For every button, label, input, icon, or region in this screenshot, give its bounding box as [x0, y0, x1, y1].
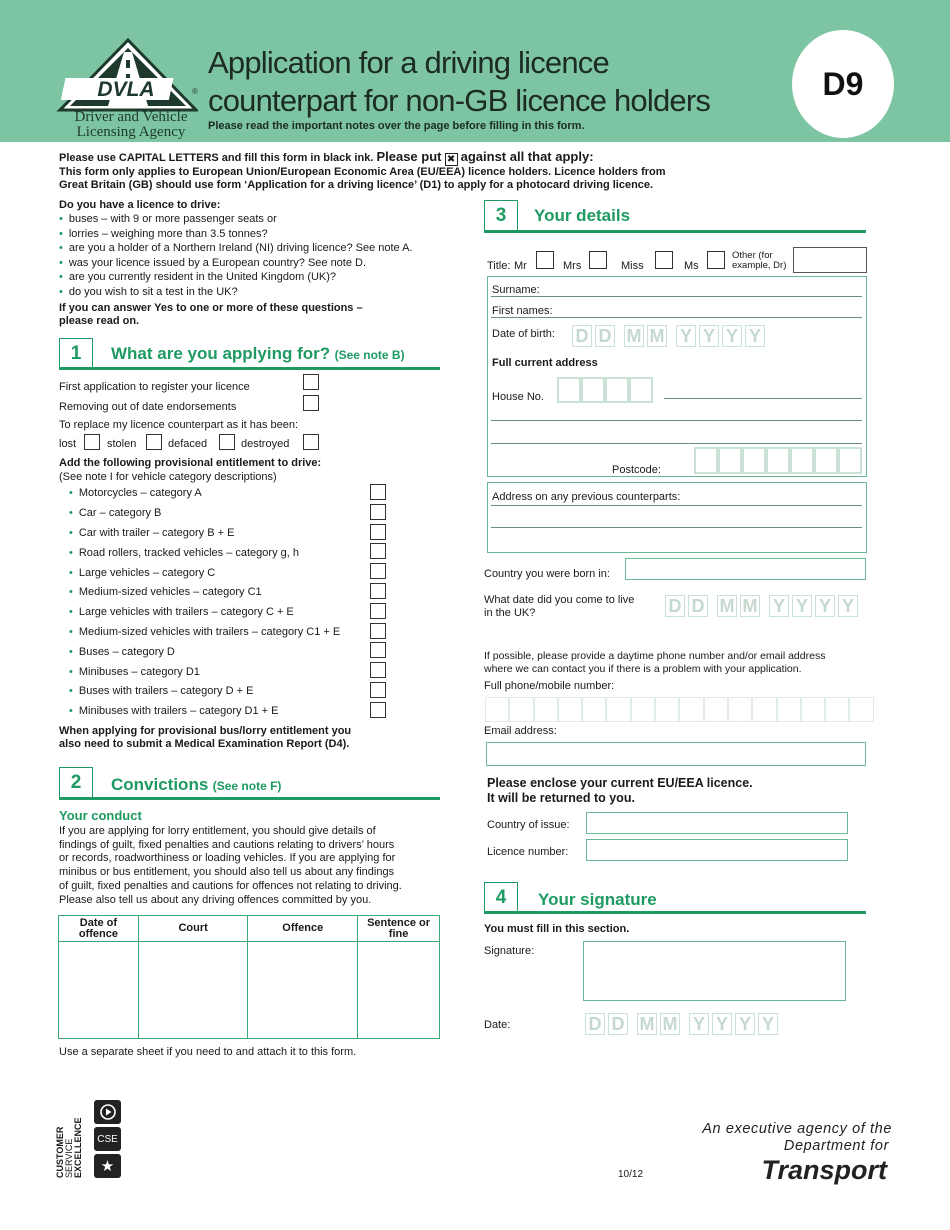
list-item: [69, 583, 389, 603]
section-2-number: 2: [59, 767, 93, 797]
dft-line: An executive agency of the: [702, 1121, 892, 1137]
conduct-body: [59, 825, 449, 907]
list-item: [69, 662, 389, 682]
column-header: Court: [138, 916, 248, 942]
category-label: • Large vehicles with trailers – category C + E: [78, 606, 294, 619]
cse-line: EXCELLENCE: [73, 1117, 83, 1178]
char-box: [742, 447, 766, 474]
agency-name: [56, 110, 206, 140]
title-mr-checkbox[interactable]: [536, 251, 554, 269]
list-item: [69, 682, 389, 702]
section-4-title: Your signature: [538, 890, 657, 909]
list-item: • do you wish to sit a test in the UK?: [59, 285, 459, 300]
date-digit: Y: [722, 325, 742, 347]
category-label: • Large vehicles – category C: [78, 566, 216, 579]
category-checkbox[interactable]: [370, 662, 386, 678]
medical-note: When applying for provisional bus/lorry entitlement you: [59, 725, 352, 737]
intro-line: Great Britain (GB) should use form ‘Application for a driving licence’ (D1) to apply for a photocard driving licence.: [59, 179, 654, 191]
category-list: [69, 484, 389, 722]
conduct-line: or records, roadworthiness or loading vehicles. If you are applying for: [59, 852, 396, 865]
date-digit: M: [647, 325, 667, 347]
surname-label: Surname:: [492, 284, 540, 296]
form-code-badge: D9: [792, 30, 894, 138]
address-line-2[interactable]: [491, 420, 862, 421]
category-label: • Medium-sized vehicles – category C1: [78, 586, 262, 599]
char-box: [509, 697, 533, 722]
category-checkbox[interactable]: [370, 583, 386, 599]
date-digit: D: [688, 595, 708, 617]
conduct-heading: Your conduct: [59, 808, 142, 823]
provisional-note: (See note I for vehicle category descriptions): [59, 471, 277, 483]
title-line: counterpart for non-GB licence holders: [208, 83, 711, 118]
provisional-label: Add the following provisional entitlement to drive:: [59, 457, 322, 469]
agency-line: Driver and Vehicle: [74, 109, 188, 125]
licence-number-input[interactable]: [586, 839, 848, 861]
section-2-rule: [59, 797, 440, 800]
category-label: • Motorcycles – category A: [78, 487, 202, 500]
char-box: [558, 697, 582, 722]
date-digit: M: [660, 1013, 680, 1035]
char-box: [728, 697, 752, 722]
address-heading: Full current address: [492, 357, 598, 369]
section-4-rule: [484, 911, 866, 914]
char-box: [849, 697, 873, 722]
date-digit: Y: [769, 595, 789, 617]
title-line: Application for a driving licence: [208, 45, 609, 80]
column-header: Date of offence: [59, 916, 139, 942]
list-item: [69, 702, 389, 722]
enclose-line: Please enclose your current EU/EEA licence.: [487, 776, 753, 790]
date-digit: Y: [699, 325, 719, 347]
stolen-label: stolen: [107, 438, 137, 450]
contact-note: [484, 650, 825, 676]
logo-wordmark: DVLA: [97, 78, 155, 101]
house-no-label: House No.: [492, 391, 544, 403]
category-label: • Minibuses with trailers – category D1 + E: [78, 705, 279, 718]
char-box: [655, 697, 679, 722]
char-box: [605, 377, 629, 403]
list-item: • buses – with 9 or more passenger seats or: [59, 212, 459, 227]
phone-label: Full phone/mobile number:: [484, 680, 615, 692]
destroyed-label: destroyed: [241, 438, 290, 450]
category-label: • Buses with trailers – category D + E: [78, 685, 254, 698]
char-box: [766, 447, 790, 474]
list-item: [69, 642, 389, 662]
cse-line: CUSTOMER: [55, 1126, 65, 1178]
date-digit: Y: [758, 1013, 778, 1035]
cse-line: SERVICE: [64, 1138, 74, 1178]
destroyed-checkbox[interactable]: [303, 434, 319, 450]
dob-label: Date of birth:: [492, 328, 555, 340]
svg-text:®: ®: [192, 87, 198, 96]
licence-number-label: Licence number:: [487, 846, 569, 858]
title-mrs-checkbox[interactable]: [589, 251, 607, 269]
date-came-label: What date did you come to live: [484, 594, 635, 606]
address-line-3[interactable]: [491, 443, 862, 444]
column-header: Sentence or fine: [358, 916, 440, 942]
previous-address-line-2[interactable]: [491, 527, 862, 528]
date-came-input[interactable]: [665, 595, 858, 617]
list-item: [69, 623, 389, 643]
title-other-input[interactable]: [793, 247, 867, 273]
category-checkbox[interactable]: [370, 642, 386, 658]
cse-play-icon: [94, 1100, 121, 1124]
category-checkbox[interactable]: [370, 524, 386, 540]
previous-address-line-1[interactable]: [491, 505, 862, 506]
page-title: [208, 44, 710, 120]
date-digit: Y: [745, 325, 765, 347]
dft-logo: [640, 1120, 892, 1185]
postcode-input[interactable]: [694, 447, 862, 474]
intro-line: This form only applies to European Union/European Economic Area (EU/EEA) licence holders. Licence holders from: [59, 166, 666, 178]
replace-label: To replace my licence counterpart as it has been:: [59, 419, 299, 431]
intro-apply: against all that apply:: [460, 149, 594, 164]
section-2-title: [111, 775, 281, 795]
char-box: [718, 447, 742, 474]
cross-box-icon: ✖: [445, 153, 458, 166]
char-box: [777, 697, 801, 722]
list-item: • lorries – weighing more than 3.5 tonnes?: [59, 227, 459, 242]
date-digit: D: [572, 325, 592, 347]
section-title: What are you applying for?: [111, 344, 331, 363]
cse-text: [56, 1100, 86, 1180]
char-box: [582, 697, 606, 722]
lost-label: lost: [59, 438, 77, 450]
char-box: [814, 447, 838, 474]
section-note: (See note F): [212, 779, 282, 793]
conduct-line: Please also tell us about any driving offences committed by you.: [59, 893, 372, 906]
date-digit: Y: [838, 595, 858, 617]
table-cell[interactable]: [59, 942, 139, 1039]
removing-label: Removing out of date endorsements: [59, 401, 237, 413]
contact-line: where we can contact you if there is a problem with your application.: [484, 663, 802, 675]
signature-date-input[interactable]: [585, 1013, 778, 1035]
defaced-checkbox[interactable]: [219, 434, 235, 450]
table-cell[interactable]: [358, 942, 440, 1039]
char-box: [694, 447, 718, 474]
phone-input[interactable]: [485, 697, 874, 722]
signature-input[interactable]: [583, 941, 846, 1001]
convictions-footer: Use a separate sheet if you need to and attach it to this form.: [59, 1046, 357, 1058]
cse-star-icon: ★: [94, 1154, 121, 1178]
first-application-checkbox[interactable]: [303, 374, 319, 390]
column-header: Offence: [248, 916, 358, 942]
date-digit: M: [717, 595, 737, 617]
title-miss-label: Miss: [621, 260, 644, 272]
date-digit: Y: [735, 1013, 755, 1035]
postcode-label: Postcode:: [612, 464, 661, 476]
date-digit: D: [595, 325, 615, 347]
category-label: • Car – category B: [78, 507, 162, 520]
char-box: [485, 697, 509, 722]
category-checkbox[interactable]: [370, 504, 386, 520]
country-born-label: Country you were born in:: [484, 568, 610, 580]
country-issue-label: Country of issue:: [487, 819, 570, 831]
list-item: [69, 543, 389, 563]
eligibility: [59, 198, 459, 328]
char-box: [825, 697, 849, 722]
section-note: (See note B): [334, 348, 405, 362]
section-1-number: 1: [59, 338, 93, 368]
title-ms-checkbox[interactable]: [707, 251, 725, 269]
category-checkbox[interactable]: [370, 702, 386, 718]
conduct-line: If you are applying for lorry entitlement, you should give details of: [59, 825, 376, 837]
char-box: [629, 377, 653, 403]
surname-input[interactable]: [491, 296, 862, 297]
char-box: [790, 447, 814, 474]
date-digit: D: [585, 1013, 605, 1035]
address-line-1[interactable]: [664, 398, 862, 399]
date-came-label: in the UK?: [484, 607, 536, 619]
list-item: [69, 484, 389, 504]
list-item: [69, 563, 389, 583]
char-box: [606, 697, 630, 722]
section-3-rule: [484, 230, 866, 233]
email-label: Email address:: [484, 725, 557, 737]
title-mr-label: Mr: [514, 260, 527, 272]
list-item: [69, 524, 389, 544]
title-label: Title:: [487, 260, 511, 272]
table-row: [59, 942, 440, 1039]
date-digit: Y: [712, 1013, 732, 1035]
dft-transport: Transport: [761, 1155, 887, 1185]
section-title: Convictions: [111, 775, 209, 794]
conduct-line: findings of guilt, fixed penalties and cautions relating to drivers’ hours: [59, 838, 395, 851]
eligibility-conclusion: please read on.: [59, 314, 140, 327]
section-3-title: Your details: [534, 206, 631, 225]
title-ms-label: Ms: [684, 260, 699, 272]
char-box: [838, 447, 862, 474]
form-version: 10/12: [618, 1169, 644, 1180]
removing-checkbox[interactable]: [303, 395, 319, 411]
list-item: • was your licence issued by a European country? See note D.: [59, 256, 459, 271]
category-checkbox[interactable]: [370, 563, 386, 579]
eligibility-question: Do you have a licence to drive:: [59, 199, 221, 211]
date-digit: M: [740, 595, 760, 617]
intro: [59, 149, 899, 192]
category-checkbox[interactable]: [370, 623, 386, 639]
eligibility-conclusion: If you can answer Yes to one or more of these questions –: [59, 301, 363, 314]
char-box: [801, 697, 825, 722]
title-other-label: Other (for example, Dr): [732, 250, 787, 271]
intro-put: Please put: [376, 149, 442, 164]
category-checkbox[interactable]: [370, 682, 386, 698]
country-born-input[interactable]: [625, 558, 866, 580]
conduct-line: of guilt, fixed penalties and cautions for offences not relating to driving.: [59, 879, 402, 892]
category-checkbox[interactable]: [370, 484, 386, 500]
contact-line: If possible, please provide a daytime phone number and/or email address: [484, 650, 826, 662]
char-box: [631, 697, 655, 722]
intro-caps: Please use CAPITAL LETTERS and fill this form in black ink.: [59, 152, 374, 164]
house-no-input[interactable]: [557, 377, 653, 403]
title-mrs-label: Mrs: [563, 260, 582, 272]
table-cell[interactable]: [248, 942, 358, 1039]
section-4-number: 4: [484, 882, 518, 912]
dob-input[interactable]: [572, 325, 765, 347]
must-fill-note: You must fill in this section.: [484, 923, 630, 935]
stolen-checkbox[interactable]: [146, 434, 162, 450]
category-checkbox[interactable]: [370, 603, 386, 619]
date-digit: Y: [792, 595, 812, 617]
category-label: • Car with trailer – category B + E: [78, 526, 235, 539]
signature-date-label: Date:: [484, 1019, 511, 1031]
date-digit: Y: [689, 1013, 709, 1035]
section-3-number: 3: [484, 200, 518, 230]
date-digit: Y: [815, 595, 835, 617]
category-checkbox[interactable]: [370, 543, 386, 559]
signature-label: Signature:: [484, 945, 535, 957]
section-1-rule: [59, 367, 440, 370]
date-digit: M: [624, 325, 644, 347]
country-issue-input[interactable]: [586, 812, 848, 834]
section-1-title: [111, 344, 405, 364]
date-digit: Y: [676, 325, 696, 347]
cse-badge-icon: CSE: [94, 1127, 121, 1151]
category-label: • Road rollers, tracked vehicles – category g, h: [78, 546, 299, 559]
first-names-label: First names:: [492, 305, 553, 317]
list-item: • are you a holder of a Northern Ireland (NI) driving licence? See note A.: [59, 241, 459, 256]
category-label: • Minibuses – category D1: [78, 665, 200, 678]
page-subtitle: Please read the important notes over the page before filling in this form.: [208, 120, 585, 132]
medical-note: also need to submit a Medical Examination Report (D4).: [59, 738, 350, 750]
char-box: [581, 377, 605, 403]
table-header-row: [59, 916, 440, 942]
category-label: • Medium-sized vehicles with trailers – category C1 + E: [78, 625, 341, 638]
table-cell[interactable]: [138, 942, 248, 1039]
lost-checkbox[interactable]: [84, 434, 100, 450]
title-miss-checkbox[interactable]: [655, 251, 673, 269]
char-box: [679, 697, 703, 722]
first-application-label: First application to register your licence: [59, 381, 250, 393]
list-item: [69, 504, 389, 524]
agency-line: Licensing Agency: [76, 124, 186, 140]
convictions-table: [58, 915, 440, 1039]
previous-address-label: Address on any previous counterparts:: [492, 491, 681, 503]
dft-line: Department for: [783, 1138, 889, 1154]
email-input[interactable]: [486, 742, 866, 766]
date-digit: D: [665, 595, 685, 617]
char-box: [704, 697, 728, 722]
category-label: • Buses – category D: [78, 645, 175, 658]
char-box: [557, 377, 581, 403]
list-item: • are you currently resident in the United Kingdom (UK)?: [59, 270, 459, 285]
enclose-note: [487, 776, 753, 806]
defaced-label: defaced: [168, 438, 208, 450]
conduct-line: minibus or bus entitlement, you should also tell us about any findings: [59, 866, 395, 879]
date-digit: M: [637, 1013, 657, 1035]
date-digit: D: [608, 1013, 628, 1035]
first-names-input[interactable]: [491, 317, 862, 318]
list-item: [69, 603, 389, 623]
enclose-line: It will be returned to you.: [487, 791, 635, 805]
char-box: [752, 697, 776, 722]
char-box: [534, 697, 558, 722]
